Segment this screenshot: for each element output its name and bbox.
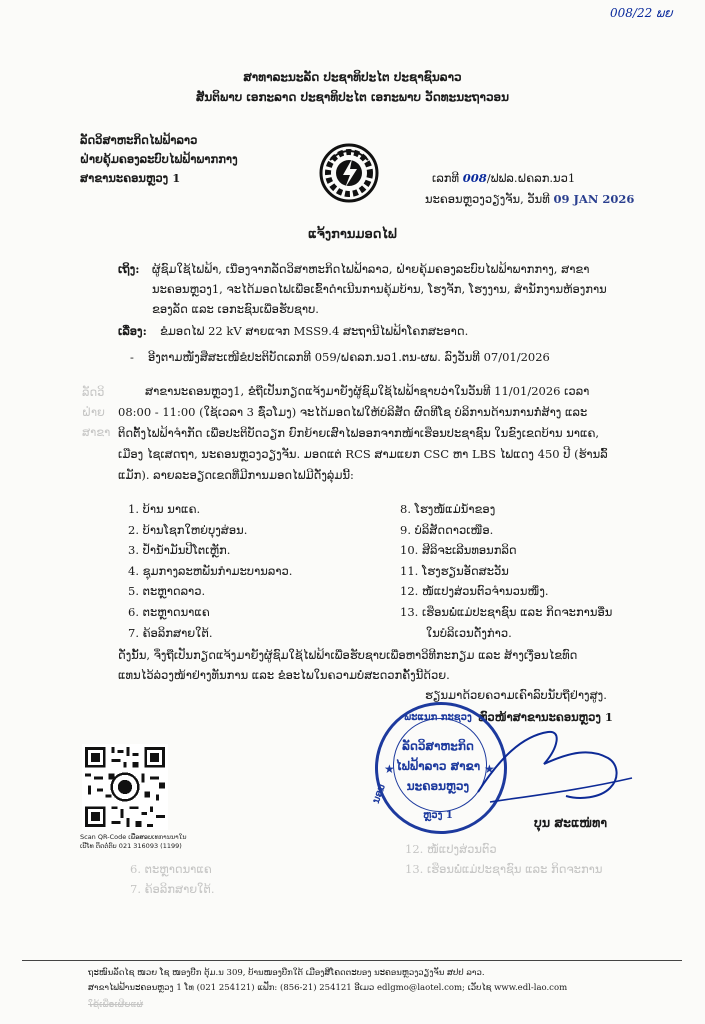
reference-number: ເລກທີ 008/ຟຟລ.ຝຄລກ.ນວ1 bbox=[432, 171, 576, 185]
to-label: ເຖິງ: bbox=[118, 262, 140, 276]
footer-contact: ສາຂາໄຟຟ້ານະຄອນຫຼວງ 1 ໂທ (021 254121) ແຟັກ: (856-21) 254121 ອີເມວ edlgmo@laotel.com; ເວັບໄຊ www.edl-lao.com bbox=[88, 983, 568, 993]
body-line1: ສາຂານະຄອນຫຼວງ1, ຂໍຖືເປັນກຽດແຈ້ງມາຍັງຜູ້ຊົມໃຊ້ໄຟຟ້າຊາບວ່າໃນວັນທີ 11/01/2026 ເວລາ bbox=[145, 384, 590, 398]
org-line2: ຝ່າຍຄຸ້ມຄອງລະບົບໄຟຟ້າພາກກາງ bbox=[80, 152, 238, 166]
stamp-line3: ນະຄອນຫຼວງ bbox=[406, 779, 470, 793]
list-item: 10. ສີລິຈະເລີນທອນກລິດ bbox=[400, 543, 517, 558]
body-line2: 08:00 - 11:00 (ໃຊ້ເວລາ 3 ຊົ່ວໂມງ) ຈະໄດ້ມອດໄຟໃຫ້ບໍລິສັດ ຜົດທີໂຊ ບໍລິການດ້ານການກໍ່ສ້າງ ແລະ bbox=[118, 405, 588, 419]
to-line2: ນະຄອນຫຼວງ1, ຈະໄດ້ມອດໄຟເພື່ອເຂົ້າດຳເນີນການຄຸ້ມບ້ານ, ໂຮງຈັກ, ໂຮງງານ, ສຳນັກງານຫ້ອງການ bbox=[152, 282, 607, 296]
corner-annotation: 008/22 ພຍ bbox=[610, 6, 673, 20]
subject-text: ຂໍມອດໄຟ 22 kV ສາຍແຈກ MSS9.4 ສະຖານີໄຟຟ້າໂຄກສະອາດ. bbox=[160, 324, 469, 338]
to-line3: ຂອງລັດ ແລະ ເອກະຊົນເພື່ອຮັບຊາບ. bbox=[152, 302, 319, 316]
list-item: 11. ໂຮງຮຽນອັດສະວັນ bbox=[400, 563, 509, 578]
stamp-left-arc: ນອນ bbox=[370, 782, 388, 805]
signature bbox=[470, 718, 640, 818]
stamp-line1: ລັດວິສາຫະກິດ bbox=[402, 739, 474, 753]
org-line3: ສາຂານະຄອນຫຼວງ 1 bbox=[80, 171, 181, 185]
body-line5: ແມັກ). ລາຍລະອຽດເຂດທີ່ມີການມອດໄຟມີດັ່ງລຸ່ມນີ້: bbox=[118, 468, 354, 482]
area-list-left bbox=[128, 499, 292, 643]
list-item: 4. ຊຸມກາງລະຫພັນກຳມະບານລາວ. bbox=[128, 563, 293, 578]
footer-divider bbox=[22, 960, 682, 961]
notice-title: ແຈ້ງການມອດໄຟ bbox=[308, 227, 397, 242]
closing-line2: ແທນໄວ້ລ່ວງໜ້າຢ່າງທັນການ ແລະ ຂໍອະໄພໃນຄວາມບໍ່ສະດວກຄັ້ງນີ້ດ້ວຍ. bbox=[118, 668, 450, 682]
footer-bottom-left: ໃຊ້ເພື່ອເຜີຍແຜ່ bbox=[88, 1000, 144, 1010]
ghost-lower-3: 12. ໜໍ້ແປງສ່ວນຕົວ bbox=[405, 842, 497, 856]
qr-caption: Scan QR-Code ເພື່ອສອບເທການນາໃນ ເບີໂທ ຕິດຕໍ່ຕົບ 021 316093 (1199) bbox=[80, 833, 187, 850]
reference-number-handwritten: 008 bbox=[462, 171, 487, 185]
footer-address: ຖະໜົນລັດໄຊ ໜວຍ ໂຊ ໜອງບືກ ຕຸ້ມ.ນ 309, ບ້ານໜອງບືກໃຕ້ ເມືອງສີໂຄດຕະບອງ ນະຄອນຫຼວງວຽງຈັນ ສປປ ລາວ. bbox=[88, 968, 485, 978]
list-item: 7. ຄ້ອລິກສາຍໃຕ້. bbox=[128, 625, 213, 640]
ghost-lower-1: 6. ຕະຫຼາດນາແຄ bbox=[130, 862, 212, 876]
place-date: ນະຄອນຫຼວງວຽງຈັນ, ວັນທີ 09 JAN 2026 bbox=[425, 192, 635, 206]
date-stamp: 09 JAN 2026 bbox=[553, 192, 635, 206]
stamp-arc-top: ພະແນກ ກະຊວງ bbox=[404, 712, 472, 723]
org-line1: ລັດວິສາຫະກິດໄຟຟ້າລາວ bbox=[80, 133, 198, 147]
list-item: 13. ເຮືອນພໍ່ແມ່ປະຊາຊົນ ແລະ ກິດຈະການອື່ນ bbox=[400, 604, 613, 619]
star-icon: ★ bbox=[484, 762, 495, 776]
list-item: 9. ບໍລິສັດດາວເໜືອ. bbox=[400, 522, 494, 537]
body-line3: ຕິດຕັ້ງໄຟຟ້າຈຳກັດ ເພື່ອປະຕິບັດວຽກ ຍົກຍ້າຍເສົາໄຟອອກຈາກໜ້າເຮືອນປະຊາຊົນ ໃນຂົງເຂດບ້ານ ນາແຄ, bbox=[118, 426, 600, 440]
ghost-margin-2: ຝ່າຍ bbox=[82, 405, 105, 419]
qr-code-icon bbox=[82, 744, 168, 830]
list-item: 8. ໂຮງໜໍ້ແມ່ນ້ຳຂອງ bbox=[400, 502, 496, 516]
list-item: 2. ບ້ານໂຊກໃຫຍ່ບຸງສ່ອນ. bbox=[128, 522, 248, 537]
list-item: 1. ບ້ານ ນາແຄ. bbox=[128, 502, 201, 516]
to-line1: ຜູ້ຊົມໃຊ້ໄຟຟ້າ, ເນື່ອງຈາກລັດວິສາຫະກິດໄຟຟ້າລາວ, ຝ່າຍຄຸ້ມຄອງລະບົບໄຟຟ້າພາກກາງ, ສາຂາ bbox=[152, 262, 590, 276]
ghost-margin-1: ລັດວິ bbox=[82, 385, 105, 399]
reference-bullet: - bbox=[130, 350, 134, 364]
star-icon: ★ bbox=[384, 762, 395, 776]
subject-label: ເລື່ອງ: bbox=[118, 324, 147, 338]
stamp-line2: ໄຟຟ້າລາວ ສາຂາ bbox=[395, 759, 481, 773]
national-header-line1: ສາທາລະນະລັດ ປະຊາທິປະໄຕ ປະຊາຊົນລາວ bbox=[243, 70, 462, 84]
list-item: 12. ໜໍ້ແປງສ່ວນຕົວຈຳນວນໜຶ່ງ. bbox=[400, 584, 549, 599]
edl-logo-icon bbox=[312, 140, 386, 206]
ghost-margin-3: ສາຂາ bbox=[82, 425, 111, 439]
list-item: 3. ປໍ້ານ້ຳມັນປີໂຕເຫຼັກ. bbox=[128, 543, 231, 558]
list-item: 5. ຕະຫຼາດລາວ. bbox=[128, 584, 206, 599]
signer-title: ຫົວໜ້າສາຂານະຄອນຫຼວງ 1 bbox=[478, 710, 613, 724]
list-item: ໃນບໍລິເວນດັ່ງກ່າວ. bbox=[426, 625, 512, 640]
national-header-line2: ສັນຕິພາບ ເອກະລາດ ປະຊາທິປະໄຕ ເອກະພາບ ວັດທະນະຖາວອນ bbox=[195, 90, 510, 104]
area-list-right bbox=[400, 499, 612, 643]
closing-line1: ດັ່ງນັ້ນ, ຈຶ່ງຖືເປັນກຽດແຈ້ງມາຍັງຜູ້ຊົມໃຊ້ໄຟຟ້າເພື່ອຮັບຊາບເພື່ອຫາວິທີກະກຽມ ແລະ ສ້າງເງື່ອນໄຂທົດ bbox=[118, 648, 578, 662]
stamp-line4: ຫຼວງ 1 bbox=[423, 810, 453, 821]
list-item: 6. ຕະຫຼາດນາແຄ bbox=[128, 604, 210, 619]
signer-name: ບຸນ ສະແໜ່ທາ bbox=[534, 815, 608, 830]
ghost-lower-2: 7. ຄ້ອລິກສາຍໃຕ້. bbox=[130, 882, 215, 896]
body-line4: ເມືອງ ໄຊເສດຖາ, ນະຄອນຫຼວງວຽງຈັນ. ມອດແຕ່ RCS ສາມແຍກ CSC ຫາ LBS ໄຟແດງ 450 ປີ (ຮ້ານລົ້ bbox=[118, 447, 608, 461]
ghost-lower-4: 13. ເຮືອນພໍ່ແມ່ປະຊາຊົນ ແລະ ກິດຈະການ bbox=[405, 862, 603, 876]
reference-document: ອີງຕາມໜັງສືສະເໜີຂໍປະຕິບັດເລກທີ 059/ຝຄລກ.ນວ1.ຕນ-ຜພ. ລົງວັນທີ 07/01/2026 bbox=[148, 350, 550, 364]
regards: ຮຽນມາດ້ວຍຄວາມເຄົາລົບນັບຖືຢ່າງສູງ. bbox=[425, 688, 607, 702]
